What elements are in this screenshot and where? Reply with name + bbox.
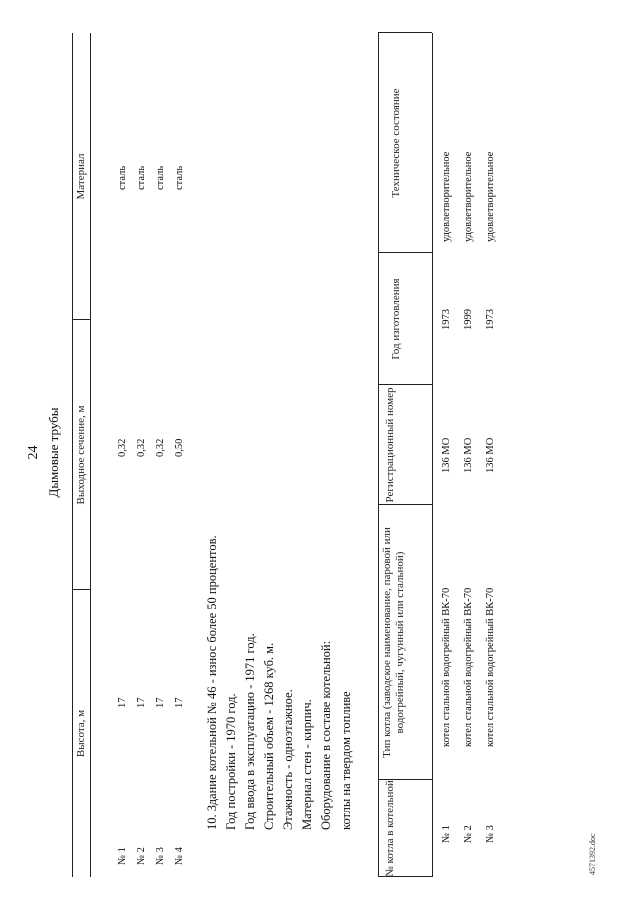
chimney-row-height: 17	[136, 697, 147, 708]
boiler-row-reg: 136 МО	[463, 437, 474, 473]
chimney-table-top-rule	[72, 33, 73, 877]
chimney-row-material: сталь	[136, 165, 147, 190]
building-line: Год ввода в эксплуатацию - 1971 год.	[243, 633, 257, 830]
building-line: Этажность - одноэтажное.	[281, 689, 295, 830]
chimney-header-section: Выходное сечение, м	[75, 405, 87, 505]
boiler-header-number: № котла в котельной	[384, 780, 396, 877]
section-title: Дымовые трубы	[46, 407, 61, 498]
boiler-row-reg: 136 МО	[485, 437, 496, 473]
chimney-row-label: № 2	[136, 847, 147, 865]
boiler-row-type: котел стальной водогрейный ВК-70	[441, 587, 452, 747]
boiler-row-state: удовлетворительное	[485, 151, 496, 242]
chimney-header-height: Высота, м	[75, 709, 87, 758]
boiler-table-header-rule	[432, 33, 433, 877]
chimney-row-height: 17	[174, 697, 185, 708]
chimney-row-section: 0,50	[174, 438, 185, 457]
boiler-col-divider	[378, 252, 432, 253]
boiler-header-type: Тип котла (заводское наименование, паровой или водогрейный, чугунный или стальной)	[381, 527, 406, 758]
building-line: Материал стен - кирпич.	[300, 699, 314, 830]
boiler-row-year: 1999	[463, 309, 474, 330]
boiler-table-top-rule	[378, 33, 379, 877]
footer-file-reference: 4571392.doc	[588, 833, 597, 875]
chimney-row-material: сталь	[174, 165, 185, 190]
building-line: Оборудование в составе котельной:	[319, 640, 333, 830]
chimney-row-label: № 4	[174, 847, 185, 865]
page-number: 24	[26, 445, 41, 460]
chimney-row-material: сталь	[155, 165, 166, 190]
chimney-table-header-rule	[90, 33, 91, 877]
chimney-row-label: № 1	[117, 847, 128, 865]
building-line: Строительный объем - 1268 куб. м.	[262, 642, 276, 830]
chimney-row-height: 17	[117, 697, 128, 708]
chimney-header-material: Материал	[75, 153, 87, 200]
chimney-row-section: 0,32	[117, 438, 128, 457]
building-line: Год постройки - 1970 год.	[224, 693, 238, 830]
boiler-row-state: удовлетворительное	[441, 151, 452, 242]
boiler-row-year: 1973	[441, 309, 452, 330]
chimney-row-section: 0,32	[136, 438, 147, 457]
boiler-header-state: Техническое состояние	[390, 88, 402, 198]
boiler-row-year: 1973	[485, 309, 496, 330]
boiler-row-type: котел стальной водогрейный ВК-70	[463, 587, 474, 747]
boiler-col-divider	[378, 32, 432, 33]
boiler-row-number: № 1	[441, 825, 452, 843]
chimney-row-material: сталь	[117, 165, 128, 190]
building-line: котлы на твердом топливе	[339, 691, 353, 830]
boiler-row-state: удовлетворительное	[463, 151, 474, 242]
chimney-row-section: 0,32	[155, 438, 166, 457]
boiler-row-number: № 2	[463, 825, 474, 843]
boiler-row-number: № 3	[485, 825, 496, 843]
boiler-header-year: Год изготовления	[390, 278, 402, 360]
boiler-header-reg: Регистрационный номер	[384, 387, 396, 503]
building-line: 10. Здание котельной № 46 - износ более 50 процентов.	[205, 535, 219, 830]
chimney-row-label: № 3	[155, 847, 166, 865]
chimney-row-height: 17	[155, 697, 166, 708]
boiler-row-reg: 136 МО	[441, 437, 452, 473]
boiler-row-type: котел стальной водогрейный ВК-70	[485, 587, 496, 747]
